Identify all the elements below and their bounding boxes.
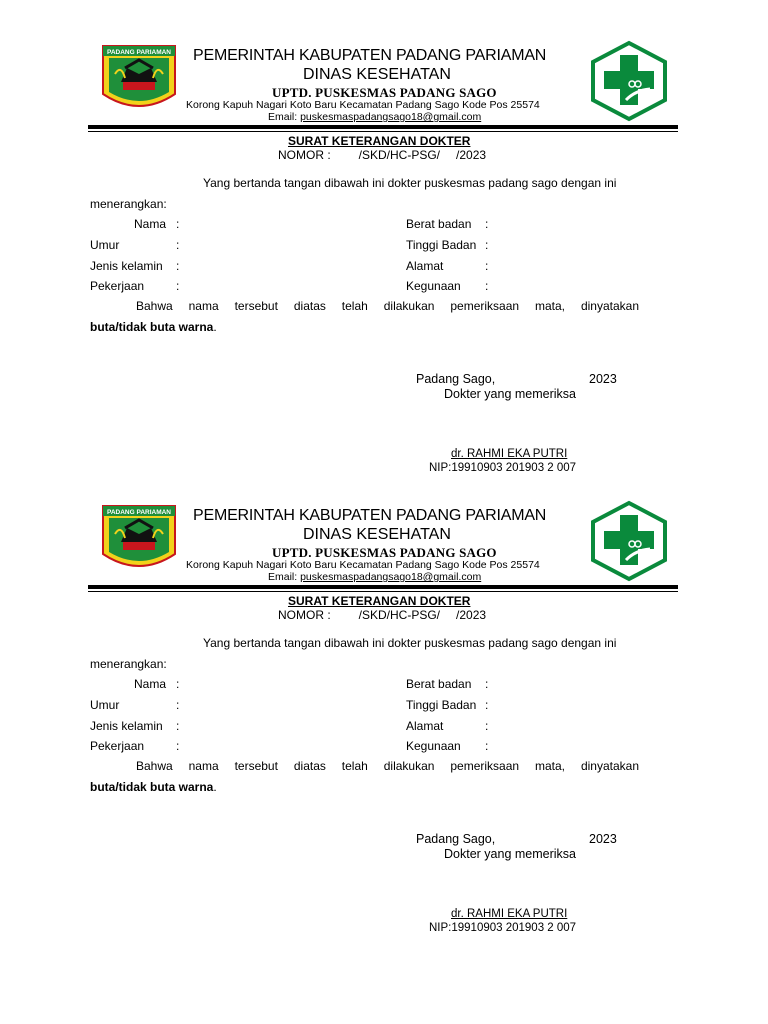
statement-end: .	[213, 320, 217, 334]
email-link[interactable]: puskesmaspadangsago18@gmail.com	[300, 111, 482, 123]
field-label-umur: Umur	[90, 238, 120, 252]
nomor-label: NOMOR :	[278, 608, 331, 622]
field-colon: :	[485, 677, 489, 691]
field-label-berat-badan: Berat badan	[406, 677, 472, 691]
field-label-jenis-kelamin: Jenis kelamin	[90, 719, 163, 733]
field-label-jenis-kelamin: Jenis kelamin	[90, 259, 163, 273]
doctor-nip: NIP:19910903 201903 2 007	[429, 922, 577, 934]
header-department: DINAS KESEHATAN	[303, 526, 451, 543]
doctor-name: dr. RAHMI EKA PUTRI	[451, 448, 568, 460]
header-address: Korong Kapuh Nagari Koto Baru Kecamatan Padang Sago Kode Pos 25574	[186, 559, 540, 571]
field-label-nama: Nama	[134, 217, 167, 231]
statement-bold: buta/tidak buta warna	[90, 780, 214, 794]
field-colon: :	[485, 739, 489, 753]
intro-text-2: menerangkan:	[90, 197, 167, 211]
header-rule-thick	[88, 585, 678, 589]
signing-year: 2023	[589, 372, 617, 386]
nomor-code: /SKD/HC-PSG/	[358, 148, 441, 162]
field-colon: :	[485, 698, 489, 712]
header-rule-thin	[88, 131, 678, 132]
field-colon: :	[485, 238, 489, 252]
statement-text: Bahwa nama tersebut diatas telah dilakukan pemeriksaan mata, dinyatakan	[136, 299, 639, 313]
letter-title: SURAT KETERANGAN DOKTER	[288, 594, 471, 608]
field-label-alamat: Alamat	[406, 259, 444, 273]
header-rule-thick	[88, 125, 678, 129]
svg-text:PADANG PARIAMAN: PADANG PARIAMAN	[106, 49, 172, 56]
statement-result	[90, 780, 217, 794]
field-colon: :	[176, 719, 180, 733]
intro-text: Yang bertanda tangan dibawah ini dokter puskesmas padang sago dengan ini	[203, 176, 617, 190]
field-colon: :	[485, 719, 489, 733]
field-label-kegunaan: Kegunaan	[406, 279, 461, 293]
field-colon: :	[176, 739, 180, 753]
header-department: DINAS KESEHATAN	[303, 66, 451, 83]
email-link[interactable]: puskesmaspadangsago18@gmail.com	[300, 571, 482, 583]
nomor-code: /SKD/HC-PSG/	[358, 608, 441, 622]
signing-place: Padang Sago,	[416, 832, 496, 846]
field-colon: :	[176, 677, 180, 691]
letter-1	[0, 0, 768, 474]
field-label-kegunaan: Kegunaan	[406, 739, 461, 753]
header-government: PEMERINTAH KABUPATEN PADANG PARIAMAN	[193, 47, 547, 64]
padang-pariaman-logo	[101, 504, 177, 578]
email-label: Email:	[268, 571, 301, 583]
field-colon: :	[485, 259, 489, 273]
letter-title: SURAT KETERANGAN DOKTER	[288, 134, 471, 148]
svg-text:PADANG PARIAMAN: PADANG PARIAMAN	[106, 509, 172, 516]
padang-pariaman-logo	[101, 44, 177, 118]
nomor-year: /2023	[456, 148, 487, 162]
intro-text: Yang bertanda tangan dibawah ini dokter puskesmas padang sago dengan ini	[203, 636, 617, 650]
signing-year: 2023	[589, 832, 617, 846]
field-label-pekerjaan: Pekerjaan	[90, 279, 145, 293]
field-colon: :	[485, 217, 489, 231]
letter-2	[0, 460, 768, 934]
statement-text: Bahwa nama tersebut diatas telah dilakukan pemeriksaan mata, dinyatakan	[136, 759, 639, 773]
email-label: Email:	[268, 111, 301, 123]
field-label-pekerjaan: Pekerjaan	[90, 739, 145, 753]
doctor-nip: NIP:19910903 201903 2 007	[429, 462, 577, 474]
field-label-nama: Nama	[134, 677, 167, 691]
kemenkes-logo	[588, 40, 670, 122]
field-colon: :	[176, 259, 180, 273]
field-colon: :	[485, 279, 489, 293]
field-colon: :	[176, 217, 180, 231]
doctor-title: Dokter yang memeriksa	[444, 847, 576, 861]
header-uptd: UPTD. PUSKESMAS PADANG SAGO	[272, 85, 497, 100]
doctor-name: dr. RAHMI EKA PUTRI	[451, 908, 568, 920]
field-label-tinggi-badan: Tinggi Badan	[406, 698, 477, 712]
header-email	[268, 571, 481, 583]
kemenkes-logo	[588, 500, 670, 582]
field-label-alamat: Alamat	[406, 719, 444, 733]
letter-number	[278, 148, 486, 162]
nomor-label: NOMOR :	[278, 148, 331, 162]
statement-bold: buta/tidak buta warna	[90, 320, 214, 334]
field-label-umur: Umur	[90, 698, 120, 712]
field-label-berat-badan: Berat badan	[406, 217, 472, 231]
letter-number	[278, 608, 486, 622]
header-uptd: UPTD. PUSKESMAS PADANG SAGO	[272, 545, 497, 560]
statement-end: .	[213, 780, 217, 794]
field-colon: :	[176, 238, 180, 252]
intro-text-2: menerangkan:	[90, 657, 167, 671]
nomor-year: /2023	[456, 608, 487, 622]
field-colon: :	[176, 698, 180, 712]
header-rule-thin	[88, 591, 678, 592]
field-colon: :	[176, 279, 180, 293]
header-address: Korong Kapuh Nagari Koto Baru Kecamatan Padang Sago Kode Pos 25574	[186, 99, 540, 111]
field-label-tinggi-badan: Tinggi Badan	[406, 238, 477, 252]
signing-place: Padang Sago,	[416, 372, 496, 386]
header-email	[268, 111, 481, 123]
doctor-title: Dokter yang memeriksa	[444, 387, 576, 401]
statement-result	[90, 320, 217, 334]
header-government: PEMERINTAH KABUPATEN PADANG PARIAMAN	[193, 507, 547, 524]
